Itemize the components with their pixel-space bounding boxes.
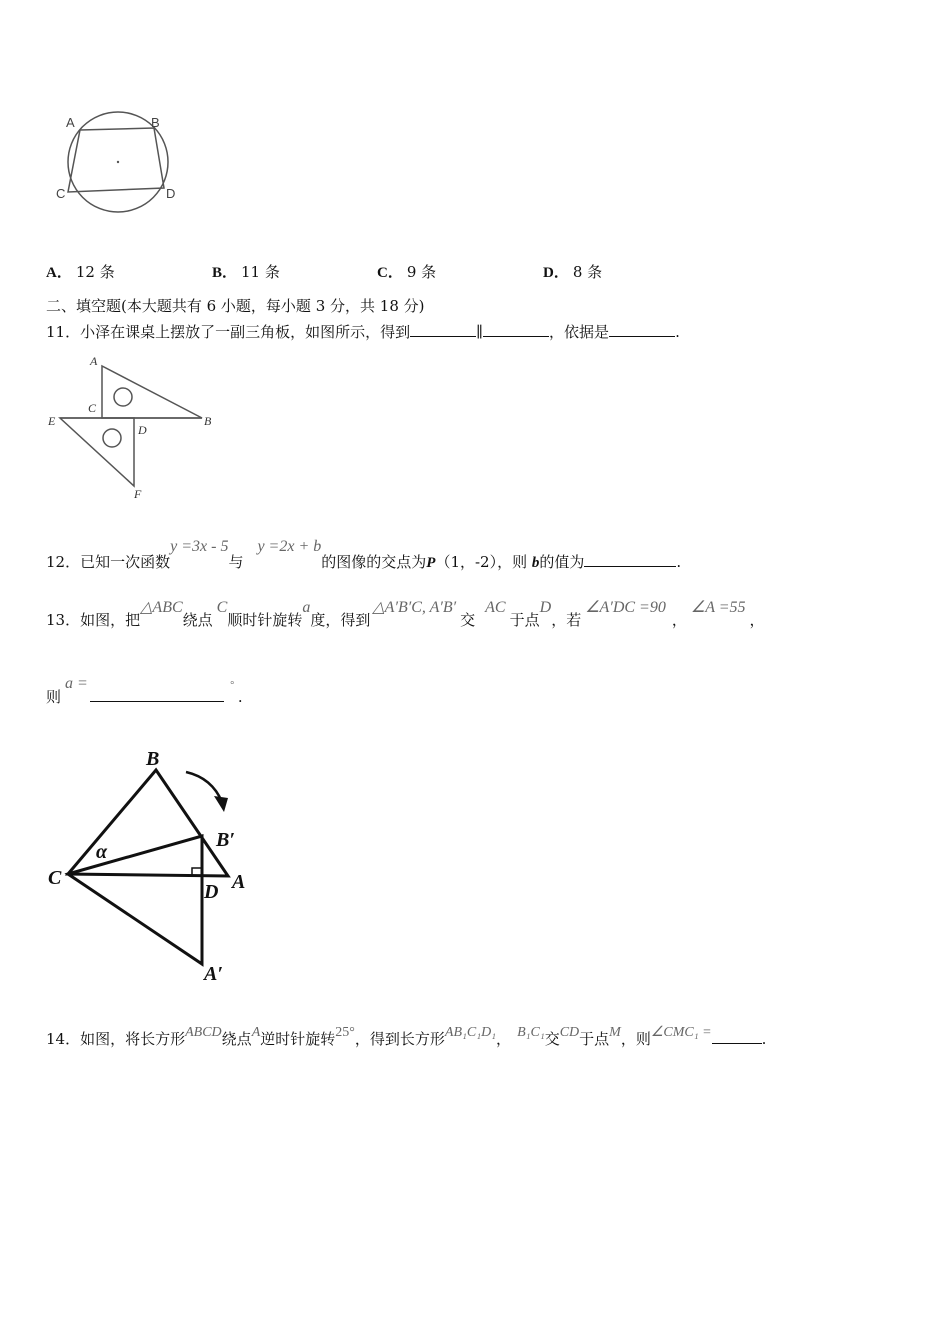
q10-circle-figure — [50, 110, 190, 220]
q14-blank[interactable] — [712, 1029, 762, 1044]
label-D: D — [204, 881, 219, 903]
triangle-ABC — [68, 770, 228, 876]
label-D: D — [138, 423, 147, 437]
label-B: B — [146, 748, 160, 770]
label-C: C — [48, 867, 62, 889]
q13-blank[interactable] — [90, 687, 224, 702]
label-A-prime: A′ — [204, 963, 223, 985]
label-F: F — [134, 487, 142, 501]
label-A: A — [66, 115, 75, 130]
q12-blank[interactable] — [584, 552, 676, 567]
triangle-A1B1C — [68, 836, 202, 964]
label-A: A — [90, 354, 98, 368]
q10-option-c: C． 9 条 — [377, 263, 437, 281]
q10-option-d: D． 8 条 — [543, 263, 603, 281]
q10-option-a: A． 12 条 — [46, 263, 115, 281]
q11-triangle-figure — [46, 350, 226, 505]
q11-blank-1[interactable] — [410, 322, 476, 337]
q12-text: 12．已知一次函数y =3x - 5与y =2x + b的图像的交点为P（1，-2），则 b的值为 . — [46, 538, 682, 571]
label-D: D — [166, 186, 176, 201]
label-C: C — [88, 401, 97, 415]
hole-top — [114, 388, 132, 406]
q13-text-line1: 13．如图，把△ABC绕点C顺时针旋转a度，得到△A′B′C, A′B′交AC于点D，若∠A′DC =90，∠A =55， — [46, 599, 765, 629]
q14-text: 14．如图，将长方形ABCD绕点A逆时针旋转25°，得到长方形AB₁C₁D₁， B₁C₁交CD于点M，则∠CMC₁ = . — [46, 1025, 767, 1048]
label-B-prime: B′ — [216, 829, 235, 851]
q11-text: 11．小泽在课桌上摆放了一副三角板，如图所示，得到 ∥ ，依据是 . — [46, 323, 680, 341]
quadrilateral-shape — [68, 128, 164, 192]
label-B: B — [151, 115, 160, 130]
label-E: E — [48, 414, 56, 428]
q11-blank-3[interactable] — [609, 322, 675, 337]
center-dot — [117, 161, 119, 163]
q10-option-b: B． 11 条 — [212, 263, 280, 281]
arrow-head — [214, 796, 228, 812]
section2-heading: 二、填空题(本大题共有 6 小题，每小题 3 分，共 18 分) — [46, 297, 425, 315]
triangle-ABC — [102, 366, 202, 418]
triangle-EDF — [60, 418, 134, 486]
label-alpha: α — [96, 841, 108, 863]
q13-text-line2: 则a = °. — [46, 675, 243, 706]
label-C: C — [56, 186, 66, 201]
label-B: B — [204, 414, 212, 428]
label-A: A — [232, 871, 246, 893]
hole-bottom — [103, 429, 121, 447]
q11-blank-2[interactable] — [483, 322, 549, 337]
q13-rotation-figure — [40, 740, 280, 990]
